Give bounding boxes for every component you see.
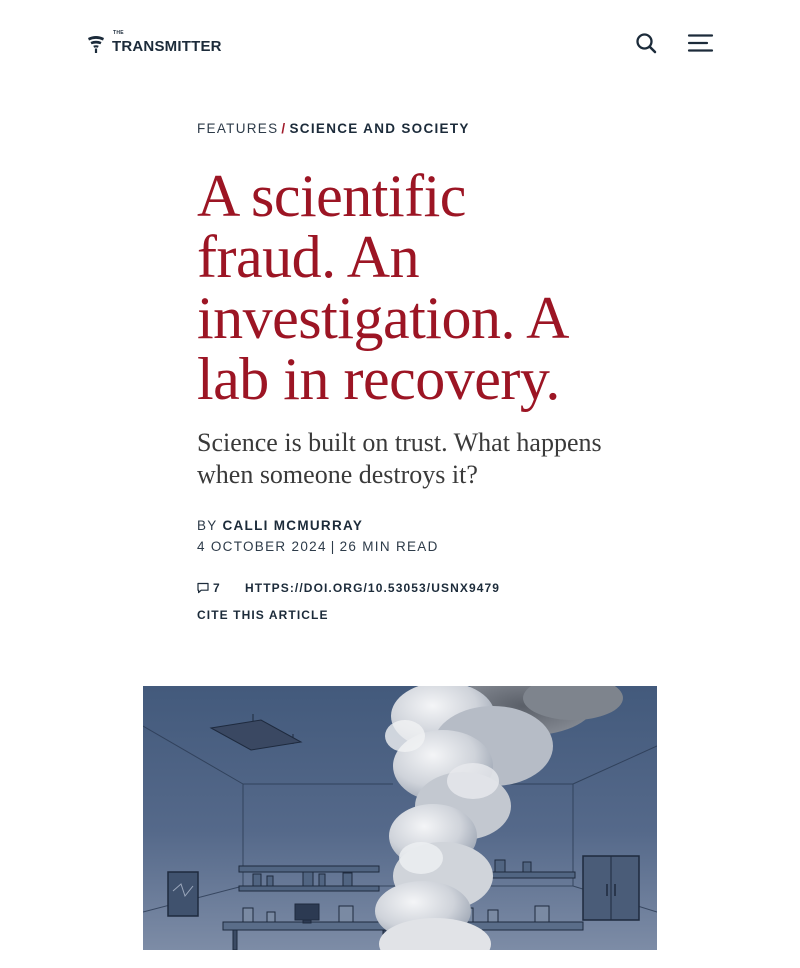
search-button[interactable] [634,31,658,55]
breadcrumb [197,121,470,136]
author-link[interactable]: CALLI MCMURRAY [222,518,364,533]
logo-small-text: THE [113,30,124,36]
comments-link[interactable] [197,581,220,595]
site-logo[interactable] [87,30,222,55]
hero-illustration [143,686,657,950]
doi-link[interactable]: HTTPS://DOI.ORG/10.53053/USNX9479 [245,581,501,595]
publish-date: 4 OCTOBER 2024 [197,539,327,554]
hamburger-menu-icon [687,31,715,55]
logo-name: TRANSMITTER [112,38,222,55]
article-dek: Science is built on trust. What happens when someone destroys it? [197,428,602,489]
meta-separator: | [330,539,336,554]
article-meta [197,539,439,554]
breadcrumb-features-link[interactable]: FEATURES [197,121,279,136]
cite-article-link[interactable]: CITE THIS ARTICLE [197,608,329,622]
menu-button[interactable] [687,31,715,55]
comment-count: 7 [213,581,220,595]
article-headline: A scientific fraud. An investigation. A lab in recovery. [197,163,566,412]
site-header [0,0,800,86]
breadcrumb-section-link[interactable]: SCIENCE AND SOCIETY [289,121,470,136]
read-time: 26 MIN READ [339,539,439,554]
comment-icon [197,582,209,594]
search-icon [634,31,658,55]
illustration-smoke-lab [143,686,657,950]
byline-prefix: BY [197,518,218,533]
byline [197,518,363,533]
logo-wordmark [112,30,222,55]
breadcrumb-separator: / [281,121,287,136]
transmitter-logo-icon [87,35,105,53]
